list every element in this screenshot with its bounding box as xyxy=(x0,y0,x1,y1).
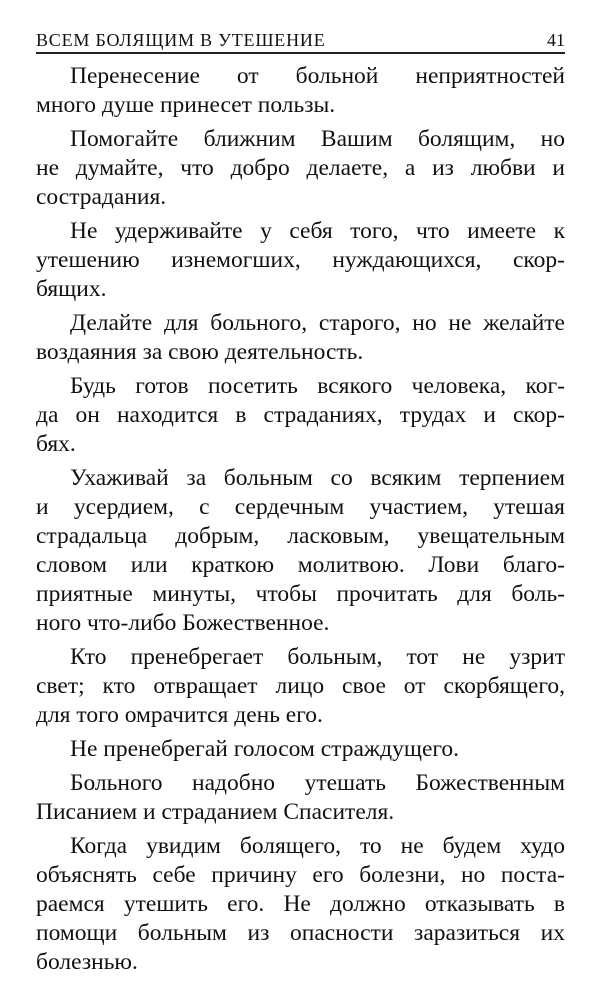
text-line: Помогайте ближним Вашим болящим, но xyxy=(70,126,565,152)
text-line: помощи больным из опасности заразиться их xyxy=(36,920,565,946)
text-line: бящих. xyxy=(36,276,107,302)
paragraph xyxy=(36,832,565,977)
running-header xyxy=(36,24,565,54)
paragraph xyxy=(36,217,565,304)
text-line: утешению изнемогших, нуждающихся, скор- xyxy=(36,247,565,273)
page-body xyxy=(36,62,565,982)
text-line: Ухаживай за больным со всяким терпением xyxy=(70,465,565,491)
text-line: Перенесение от больной неприятностей xyxy=(70,63,565,89)
paragraph xyxy=(36,372,565,459)
running-title: ВСЕМ БОЛЯЩИМ В УТЕШЕНИЕ xyxy=(36,30,326,50)
text-line: для того омрачится день его. xyxy=(36,702,323,728)
text-line: Не пренебрегай голосом страждущего. xyxy=(70,736,460,762)
paragraph xyxy=(36,464,565,638)
text-line: да он находится в страданиях, трудах и скор- xyxy=(36,402,565,428)
text-line: ного что-либо Божественное. xyxy=(36,610,330,636)
paragraph xyxy=(36,769,565,827)
text-line: сострадания. xyxy=(36,184,167,210)
text-line: Делайте для больного, старого, но не желайте xyxy=(70,310,565,336)
text-line: Больного надобно утешать Божественным xyxy=(70,770,565,796)
text-line: воздаяния за свою деятельность. xyxy=(36,339,364,365)
text-line: Будь готов посетить всякого человека, ког- xyxy=(70,373,565,399)
text-line: приятные минуты, чтобы прочитать для боль- xyxy=(36,581,565,607)
text-line: Не удерживайте у себя того, что имеете к xyxy=(70,218,565,244)
text-line: бях. xyxy=(36,431,76,457)
paragraph xyxy=(36,735,565,764)
text-line: и усердием, с сердечным участием, утешая xyxy=(36,494,565,520)
text-line: объяснять себе причину его болезни, но поста- xyxy=(36,862,565,888)
paragraph xyxy=(36,643,565,730)
text-line: Писанием и страданием Спасителя. xyxy=(36,799,395,825)
text-line: страдальца добрым, ласковым, увещательным xyxy=(36,523,565,549)
text-line: Когда увидим болящего, то не будем худо xyxy=(70,833,565,859)
paragraph xyxy=(36,309,565,367)
text-line: Кто пренебрегает больным, тот не узрит xyxy=(70,644,565,670)
text-line: раемся утешить его. Не должно отказывать в xyxy=(36,891,565,917)
page-number: 41 xyxy=(547,30,565,50)
text-line: не думайте, что добро делаете, а из любви и xyxy=(36,155,565,181)
text-line: свет; кто отвращает лицо свое от скорбящего, xyxy=(36,673,565,699)
paragraph xyxy=(36,125,565,212)
paragraph xyxy=(36,62,565,120)
text-line: словом или краткою молитвою. Лови благо- xyxy=(36,552,565,578)
text-line: болезнью. xyxy=(36,949,138,975)
text-line: много душе принесет пользы. xyxy=(36,92,336,118)
